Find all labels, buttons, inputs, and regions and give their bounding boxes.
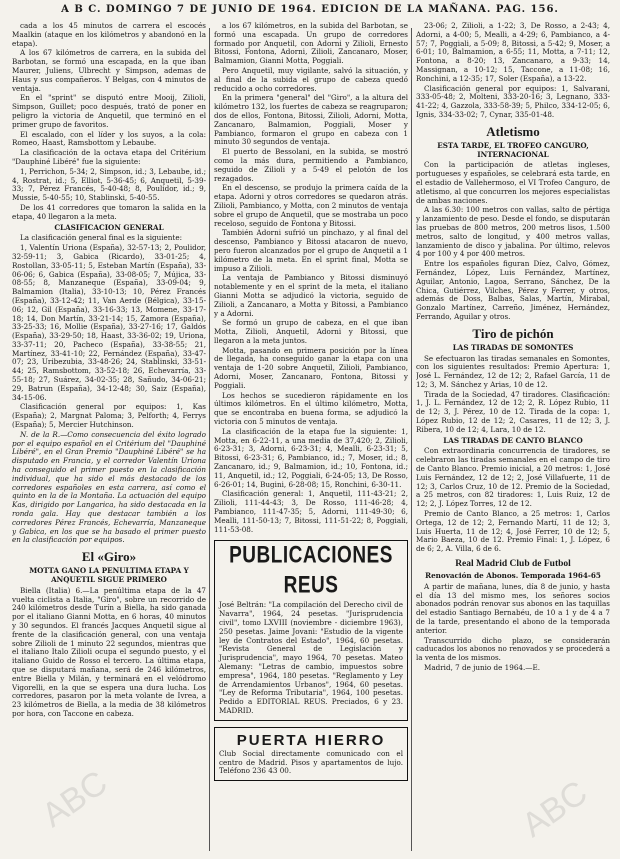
paragraph: Clasificación general: 1, Anquetil, 111-43-21; 2, Zilioli, 111-44-43; 3, De Rosso, 111-46-28; 4, Pambianco, 111-47-35; 5, Adorni, 111-49-30; 6, Mealli, 111-50-13; 7, Bitossi, 111-51-22; 8, Poggiali, 111-53-08.	[214, 489, 408, 534]
paragraph: A las 6.30: 100 metros con vallas, salto de pértiga y lanzamiento de peso. Desde el fondo, se disputarán las pruebas de 800 metros, 200 metros lisos, 1.500 metros, salto de longitud, y 400 metros vallas, lanzamiento de disco y jabalina. Por último, relevos 4 por 100 y 4 por 400 metros.	[416, 205, 610, 259]
abc-watermark: ABC	[515, 773, 595, 845]
section-subtitle: CLASIFICACION GENERAL	[54, 222, 164, 232]
section-title-atletismo: Atletismo	[486, 123, 540, 139]
column-rule	[209, 28, 210, 851]
paragraph: 23-06; 2, Zilioli, a 1-22; 3, De Rosso, a 2-43; 4, Adorni, a 4-00; 5, Mealli, a 4-29; 6, Pambianco, a 4-57; 7, Poggiali, a 5-09; 8, Bitossi, a 5-42; 9, Moser, a 6-01; 10, Balmamion, a 6-55; 11, Motta, a 7-11; 12, Fontona, a 8-20; 13, Zancanaro, a 9-33; 14, Massignan, a 10-12; 15, Taccone, a 11-08; 16, Ronchini, a 12-35; 17, Soler (España), a 13-22.	[416, 22, 610, 83]
paragraph: A partir de mañana, lunes, día 8 de junio, y hasta el día 13 del mismo mes, los señores socios abonados podrán renovar sus abonos en las taquillas del estadio Santiago Bernabéu, de 10 a 1 y de 4 a 7 de la tarde, presentando el abono de la temporada anterior.	[416, 581, 610, 635]
paragraph: Tirada de la Sociedad, 47 tiradores. Clasificación: 1, J. L. Fernández, 12 de 12; 2, R. López Rubio, 11 de 12; 3, J. Pérez, 10 de 12. Tirada de la copa: 1, López Rubio, 12 de 12; 2, Casares, 11 de 12; 3, J. Ribera, 10 de 12; 4, Lara, 10 de 12.	[416, 389, 610, 434]
paragraph: La clasificación de la octava etapa del Critérium "Dauphiné Libéré" fue la siguiente:	[12, 148, 206, 166]
advertisement-puerta-hierro	[214, 727, 408, 781]
column-rule	[411, 28, 412, 851]
paragraph: Clasificación general por equipos: 1, Salvarani, 333-05-48; 2, Molteni, 333-20-16; 3, Legnano, 333-41-22; 4, Gazzola, 333-58-39; 5, Philco, 334-12-05; 6, Ignis, 334-33-02; 7, Cynar, 335-01-48.	[416, 83, 610, 119]
ad-text: Club Social directamente comunicado con el centro de Madrid. Pisos y apartamentos de lujo. Teléfono 236 43 00.	[219, 748, 403, 776]
paragraph: En el descenso, se produjo la primera caída de la etapa. Adorni y otros corredores se quedaron atrás. Zilioli, Pambianco, y Motta, con 2 minutos de ventaja sobre el grupo de Anquetil, que se mostraba un poco receloso, seguido de Fontona y Bitossi.	[214, 183, 408, 228]
column-3	[416, 22, 610, 851]
paragraph: Con extraordinaria concurrencia de tiradores, se celebraron las tiradas semanales en el campo de tiro de Canto Blanco. Premio inicial, a 20 metros: 1, José Luis Fernández, 12 de 12; 2, José Villafuerte, 11 de 12; 3, Carlos Cruz, 10 de 12. Premio de la Sociedad, a 25 metros, con 82 tiradores: 1, Luis Ruiz, 12 de 12; 2, J. López Torres, 12 de 12.	[416, 446, 610, 509]
results-list: 1, Valentín Uriona (España), 32-57-13; 2, Poulidor, 32-59-11; 3, Gabica (Ricardo), 33-01-25; 4, Rostollan, 33-05-11; 5, Esteban Martín (España), 33-06-06; 6, Gabica (España), 33-08-05; 7, Mújica, 33-08-55; 8, Manzaneque (España), 33-09-04; 9, Balmamion (Italia), 33-10-13; 10, Pérez Francés (España), 33-12-42; 11, Van Aerde (Bélgica), 33-15-06; 12, Gil (España), 33-16-33; 13, Momene, 33-17-18; 14, Don Martín, 33-21-14; 15, Zamora (España), 33-25-33; 16, Mollie (España), 33-27-16; 17, Galdós (España), 33-29-50; 18, Haast, 33-36-02; 19, Uriona, 33-37-11; 20, Pacheco (España), 33-38-55; 21, Martínez, 33-41-10; 22, Fernández (España), 33-47-07; 23, Uribezubia, 33-48-26; 24, Stablinski, 33-51-44; 25, Ramsbottom, 33-52-18; 26, Echevarría, 33-55-18; 27, Suárez, 34-02-35; 28, Sañudo, 34-06-21; 29, Batrun (España), 34-12-48; 30, Saiz (España), 34-15-06.	[12, 243, 206, 402]
advertisement-reus	[214, 540, 408, 720]
paragraph: Transcurrido dicho plazo, se considerarán caducados los abonos no renovados y se procederá a la venta de los mismos.	[416, 635, 610, 663]
column-2	[214, 22, 408, 851]
paragraph: Biella (Italia) 6.—La penúltima etapa de la 47 vuelta ciclista a Italia, "Giro", sobre un recorrido de 240 kilómetros desde Turín a Biella, ha sido ganada por el italiano Gianni Motta, en 6 horas, 40 minutos y 30 segundos. El francés Jacques Anquetil sigue al frente de la clasificación general, con una ventaja sobre Zilioli de 1 minuto 22 segundos, mientras que el italiano Italo Zilioli ocupa el segundo puesto, y el italiano Guido de Rosso el tercero. La última etapa, que se disputará mañana, será de 246 kilómetros, entre Biella y Milán, y terminará en el velódromo Vigorelli, en la que se espera una dura lucha. Los corredores, pasaron por la meta volante de Ivrea, a 23 kilómetros de Biella, a la media de 38 kilómetros por hora, con Taccone en cabeza.	[12, 585, 206, 718]
section-subtitle: LAS TIRADAS DE SOMONTES	[452, 342, 574, 352]
paragraph: a los 67 kilómetros, en la subida del Barbotan, se formó una escapada. Un grupo de corredores formado por Anquetil, con Adorni y Zilioli, Ernesto Bitossi, Fontona, Adorni, Zilioli, Zancanaro, Moser, Balmamion, Gianni Motta, Poggiali.	[214, 22, 408, 66]
section-title-tiro: Tiro de pichón	[472, 325, 554, 341]
paragraph: También Adorni sufrió un pinchazo, y al final del descenso, Pambianco y Bitossi atacaron de nuevo, pero fueron alcanzados por el grupo de Anquetil a 1 kilómetro de la meta. En el sprint final, Motta se impuso a Zilioli.	[214, 228, 408, 273]
paragraph: De los 41 corredores que tomaron la salida en la etapa, 40 llegaron a la meta.	[12, 202, 206, 221]
paragraph: Los hechos se sucedieron rápidamente en los últimos kilómetros. En el último kilómetro, Motta, que se encontraba en buena forma, se adjudicó la victoria con 5 minutos de ventaja.	[214, 390, 408, 427]
paragraph: Pero Anquetil, muy vigilante, salvó la situación, y al final de la subida el grupo de cabeza quedó reducido a ocho corredores.	[214, 65, 408, 93]
paragraph: 1, Perrichon, 5-34; 2, Simpson, id.; 3, Lebaube, id.; 4, Rostrat, id.; 5, Elliot, 5-36-45; 6, Anquetil, 5-39-33; 7, Pérez Francés, 5-40-48; 8, Poulidor, id.; 9, Mussie, 5-40-55; 10, Stablinski, 5-40-55.	[12, 166, 206, 203]
column-1	[12, 22, 206, 851]
section-subtitle: ESTA TARDE, EL TROFEO CANGURO, INTERNACIONAL	[437, 140, 589, 159]
paragraph: La clasificación de la etapa fue la siguiente: 1, Motta, en 6-22-11, a una media de 37,420; 2, Zilioli, 6-23-31; 3, Adorni, 6-23-31; 4, Mealli, 6-23-31; 5, Bitossi, 6-23-31; 6, Pambianco, id.; 7, Moser, id.; 8, Zancanaro, id.; 9, Balmamion, id.; 10, Fontona, id.; 11, Anquetil, id.; 12, Poggiali, 6-24-05; 13, De Rosso, 6-26-01; 14, Bugini, 6-28-08; 15, Ronchini, 6-30-11.	[214, 426, 408, 489]
paragraph: La clasificación general final es la siguiente:	[20, 233, 182, 243]
section-subtitle: Renovación de Abonos. Temporada 1964-65	[425, 571, 601, 581]
editor-note: N. de la R.—Como consecuencia del éxito logrado por el equipo español en el Critérium del "Dauphiné Libéré", en el Gran Premio "Dauphiné Libéré" se ha disputado en Francia, y el corredor Valentín Uriona ha conseguido el primer puesto en la clasificación individual, que ha sido el más destacado de los corredores españoles en esta carrera, así como el quinto en la de la Montaña. La actuación del equipo Kas, dirigido por Langarica, ha sido destacada en la ronda gala. Hay que destacar también a los corredores Pérez Francés, Echevarría, Manzaneque y Gabica, en los que se ha basado el primer puesto en la clasificación por equipos.	[12, 429, 206, 545]
ad-title: PUERTA HIERRO	[236, 731, 386, 749]
abc-watermark: ABC	[35, 763, 115, 835]
paragraph: Se efectuaron las tiradas semanales en Somontes, con los siguientes resultados: Premio Apertura: 1, José L. Fernández, 12 de 12; 2, Rafael García, 11 de 12; 3, M. Sánchez y Arias, 10 de 12.	[416, 353, 610, 389]
paragraph: A los 67 kilómetros de carrera, en la subida del Barbotan, se formó una escapada, en la que iban Maurer, Juliens, Ulbrecht y Simpson, ademas de Haus y sus compañeros. Y Belgas, con 4 minutos de ventaja.	[12, 48, 206, 93]
paragraph: Clasificación general por equipos: 1, Kas (España); 2, Margnat Paloma; 3, Pelforth; 4, Ferrys (España); 5, Mercier Hutchinson.	[12, 402, 206, 430]
paragraph: En el "sprint" se disputó entre Mooij, Zilioli, Simpson, Guillet; poco después, trató de poner en peligro la victoria de Anquetil, que terminó en el primer grupo de favoritos.	[12, 93, 206, 129]
paragraph: En la primera "general" del "Giro", a la altura del kilómetro 132, los fuertes de cabeza se reagruparon; dos de ellos, Fontona, Bitossi, Zilioli, Adorni, Motta, Zancanaro, Balmamion, Poggiali, Moser y Pambianco, formaron el grupo en cabeza con 1 minuto 30 segundos de ventaja.	[214, 93, 408, 147]
ad-text: José Beltrán: "La compilación del Derecho civil de Navarra", 1964, 24 pesetas. "Jurisprudencia civil", tomo LXVIII (noviembre - diciembre 1963), 250 pesetas. Jaime Jovani: "Estudio de la vigente ley de Contratos del Estado", 1964, 60 pesetas. "Revista General de Legislación y Jurisprudencia", mayo 1964, 70 pesetas. Mateo Alemany: "Letras de cambio, impuestos sobre empresa", 1964, 180 pesetas. "Reglamento y Ley de Arrendamientos Urbanos", 1964, 60 pesetas. "Ley de Reforma Tributaria", 1964, 100 pesetas. Pedido a EDITORIAL REUS. Preciados, 6 y 23. MADRID.	[219, 600, 403, 715]
paragraph: Se formó un grupo de cabeza, en el que iban Motta, Zilioli, Anquetil, Adorni y Bitossi, que llegaron a la meta juntos.	[214, 318, 408, 345]
section-title-real-madrid: Real Madrid Club de Futbol	[455, 559, 571, 570]
ad-title: PUBLICACIONES REUS	[229, 542, 393, 599]
section-subtitle: MOTTA GANO LA PENULTIMA ETAPA Y ANQUETIL SIGUE PRIMERO	[29, 566, 189, 585]
page-header: A B C. DOMINGO 7 DE JUNIO DE 1964. EDICION DE LA MAÑANA. PAG. 156.	[61, 4, 559, 15]
paragraph: Entre los españoles figuran Díez, Calvo, Gómez, Fernández, López, Luis Fernández, Martínez, Aguilar, Antonio, Lagoa, Serrano, Sánchez, De la Chica, Gutiérrez, Vilches, Pérez y Ferrer, y otros, además de Doss, Balbas, Salas, Martín, Mirabal, Gonzalo Martínez, Carreño, Jiménez, Hernández, Ferrando, Aguilar y otros.	[416, 259, 610, 321]
section-subtitle: LAS TIRADAS DE CANTO BLANCO	[443, 435, 583, 445]
paragraph: La ventaja de Pambianco y Bitossi disminuyó notablemente y en el sprint de la meta, el italiano Gianni Motta se adjudicó la victoria, seguido de Zilioli, a Zancanaro, a Motta y Bitossi, a Pambianco y a Adorni.	[214, 273, 408, 318]
paragraph: El puerto de Bessolani, en la subida, se mostró como la más dura, permitiendo a Pambianco, seguido de Zilioli y a 5-49 el pelotón de los rezagados.	[214, 147, 408, 183]
paragraph: cada a los 45 minutos de carrera el escocés Maalkin (ataque en los kilómetros y abandonó en la etapa).	[12, 22, 206, 48]
paragraph: Motta, pasando en primera posición por la línea de llegada, ha conseguido ganar la etapa con una ventaja de 1-20 sobre Anquetil, Zilioli, Pambianco, Adorni, Moser, Zancanaro, Fontona, Bitossi y Poggiali.	[214, 345, 408, 390]
paragraph: El escalado, con el líder y los suyos, a la cola: Romeo, Haast, Ramsbottom y Lebaube.	[12, 129, 206, 148]
paragraph: Con la participación de atletas ingleses, portugueses y españoles, se celebrará esta tarde, en el estadio de Vallehermoso, el VI Trofeo Canguro, de atletismo, al que concurren los mejores especialistas de ambas naciones.	[416, 160, 610, 205]
paragraph: Premio de Canto Blanco, a 25 metros: 1, Carlos Ortega, 12 de 12; 2, Fernando Martí, 11 de 12; 3, Luis Huerta, 11 de 12; 4, José Ferrer, 10 de 12; 5, Mario Baeza, 10 de 12. Premio Final: 1, J. López, 6 de 6; 2, A. Villa, 6 de 6.	[416, 509, 610, 554]
section-title-giro: El «Giro»	[81, 549, 137, 565]
paragraph: Madrid, 7 de junio de 1964.—E.	[424, 663, 540, 672]
